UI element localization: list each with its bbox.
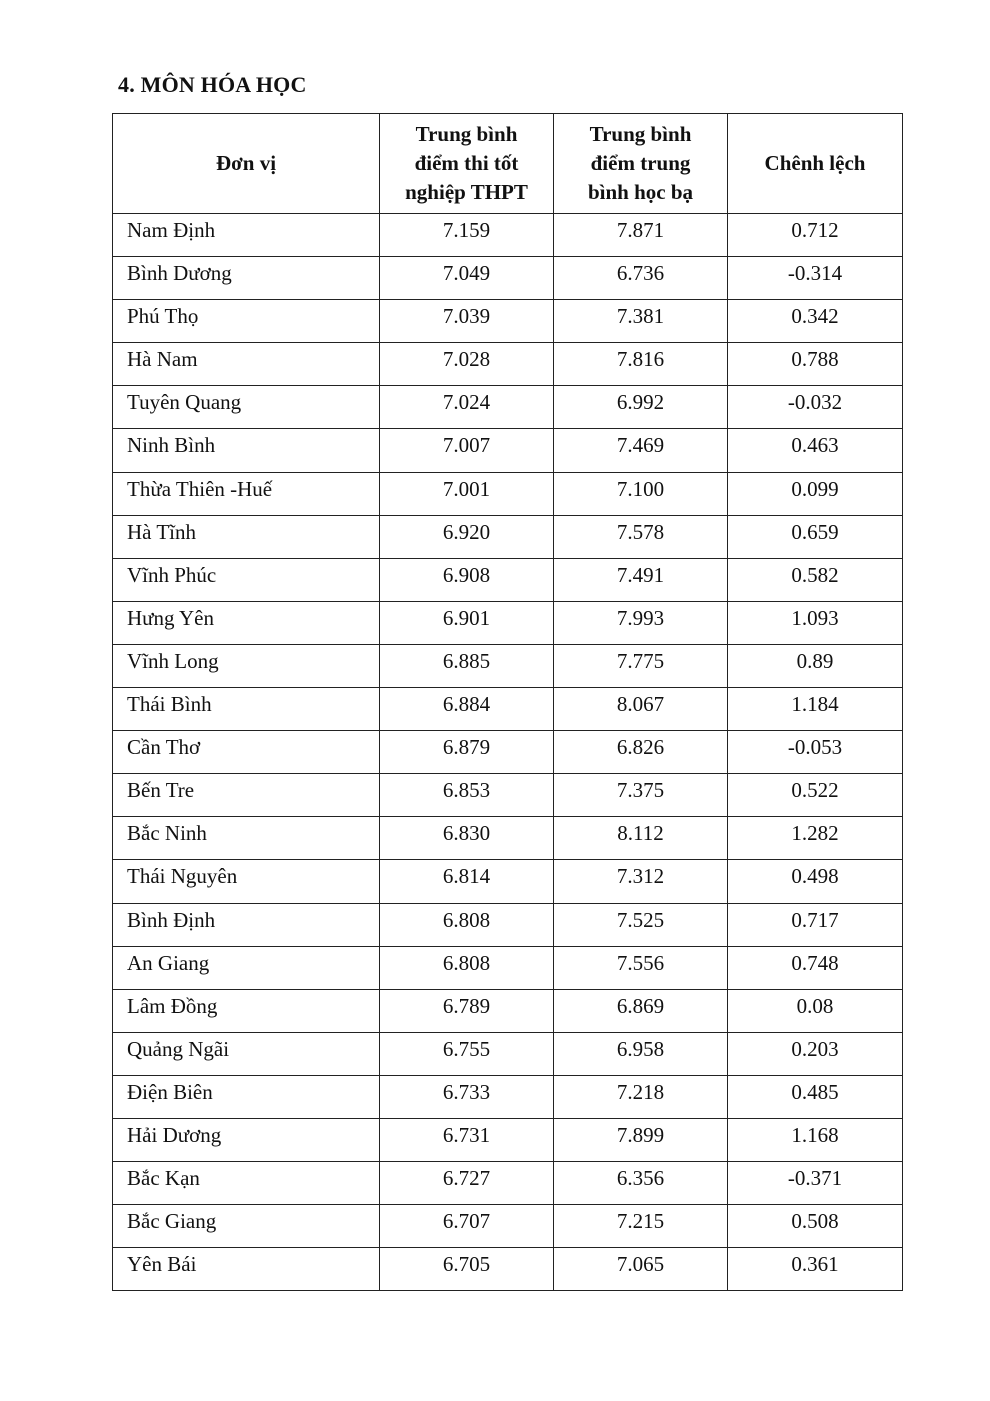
- transcript-avg-cell: 8.112: [554, 817, 728, 860]
- difference-cell: 0.463: [728, 429, 903, 472]
- transcript-avg-cell: 6.826: [554, 731, 728, 774]
- difference-cell: -0.371: [728, 1162, 903, 1205]
- exam-avg-cell: 6.808: [380, 903, 554, 946]
- transcript-avg-cell: 7.491: [554, 558, 728, 601]
- table-row: [113, 1162, 903, 1205]
- transcript-avg-cell: 7.871: [554, 214, 728, 257]
- difference-cell: 1.184: [728, 688, 903, 731]
- exam-avg-cell: 7.039: [380, 300, 554, 343]
- difference-cell: -0.314: [728, 257, 903, 300]
- unit-cell: Tuyên Quang: [113, 386, 380, 429]
- section-title: 4. MÔN HÓA HỌC: [118, 72, 307, 97]
- unit-cell: Nam Định: [113, 214, 380, 257]
- unit-cell: Ninh Bình: [113, 429, 380, 472]
- table-body: [113, 214, 903, 1291]
- table-row: [113, 1118, 903, 1161]
- transcript-avg-cell: 6.958: [554, 1032, 728, 1075]
- transcript-avg-cell: 7.775: [554, 644, 728, 687]
- table-row: [113, 903, 903, 946]
- difference-cell: 0.361: [728, 1248, 903, 1291]
- table-row: [113, 774, 903, 817]
- transcript-avg-cell: 7.556: [554, 946, 728, 989]
- transcript-avg-cell: 7.312: [554, 860, 728, 903]
- transcript-avg-cell: 6.869: [554, 989, 728, 1032]
- exam-avg-cell: 6.731: [380, 1118, 554, 1161]
- unit-cell: Hải Dương: [113, 1118, 380, 1161]
- table-row: [113, 989, 903, 1032]
- exam-avg-cell: 7.028: [380, 343, 554, 386]
- header-row: [113, 114, 903, 214]
- difference-cell: 0.099: [728, 472, 903, 515]
- unit-cell: Bình Định: [113, 903, 380, 946]
- header-unit: Đơn vị: [113, 114, 380, 214]
- exam-avg-cell: 6.885: [380, 644, 554, 687]
- exam-avg-cell: 6.853: [380, 774, 554, 817]
- table-row: [113, 731, 903, 774]
- exam-avg-cell: 6.884: [380, 688, 554, 731]
- difference-cell: 0.342: [728, 300, 903, 343]
- difference-cell: -0.032: [728, 386, 903, 429]
- header-difference: Chênh lệch: [728, 114, 903, 214]
- unit-cell: Thái Nguyên: [113, 860, 380, 903]
- exam-avg-cell: 6.814: [380, 860, 554, 903]
- header-transcript-avg: Trung bình điểm trung bình học bạ: [554, 114, 728, 214]
- table-row: [113, 472, 903, 515]
- transcript-avg-cell: 6.992: [554, 386, 728, 429]
- unit-cell: Hưng Yên: [113, 601, 380, 644]
- unit-cell: Hà Tĩnh: [113, 515, 380, 558]
- exam-avg-cell: 6.789: [380, 989, 554, 1032]
- table-row: [113, 860, 903, 903]
- transcript-avg-cell: 7.525: [554, 903, 728, 946]
- difference-cell: 1.093: [728, 601, 903, 644]
- table-row: [113, 688, 903, 731]
- transcript-avg-cell: 7.065: [554, 1248, 728, 1291]
- unit-cell: Cần Thơ: [113, 731, 380, 774]
- table-row: [113, 1205, 903, 1248]
- difference-cell: 0.08: [728, 989, 903, 1032]
- table-row: [113, 1248, 903, 1291]
- transcript-avg-cell: 7.100: [554, 472, 728, 515]
- header-exam-avg: Trung bình điểm thi tốt nghiệp THPT: [380, 114, 554, 214]
- difference-cell: 0.582: [728, 558, 903, 601]
- table-row: [113, 644, 903, 687]
- exam-avg-cell: 7.049: [380, 257, 554, 300]
- table-row: [113, 515, 903, 558]
- exam-avg-cell: 6.908: [380, 558, 554, 601]
- transcript-avg-cell: 7.375: [554, 774, 728, 817]
- unit-cell: Điện Biên: [113, 1075, 380, 1118]
- table-row: [113, 386, 903, 429]
- difference-cell: 0.203: [728, 1032, 903, 1075]
- exam-avg-cell: 6.755: [380, 1032, 554, 1075]
- unit-cell: Bình Dương: [113, 257, 380, 300]
- exam-avg-cell: 6.705: [380, 1248, 554, 1291]
- difference-cell: 0.717: [728, 903, 903, 946]
- difference-cell: 1.168: [728, 1118, 903, 1161]
- unit-cell: Hà Nam: [113, 343, 380, 386]
- unit-cell: Bến Tre: [113, 774, 380, 817]
- transcript-avg-cell: 7.899: [554, 1118, 728, 1161]
- unit-cell: An Giang: [113, 946, 380, 989]
- table-row: [113, 214, 903, 257]
- exam-avg-cell: 7.024: [380, 386, 554, 429]
- exam-avg-cell: 6.808: [380, 946, 554, 989]
- unit-cell: Bắc Kạn: [113, 1162, 380, 1205]
- difference-cell: 0.508: [728, 1205, 903, 1248]
- exam-avg-cell: 7.001: [380, 472, 554, 515]
- exam-avg-cell: 7.159: [380, 214, 554, 257]
- transcript-avg-cell: 7.469: [554, 429, 728, 472]
- unit-cell: Lâm Đồng: [113, 989, 380, 1032]
- table-row: [113, 1075, 903, 1118]
- exam-avg-cell: 6.727: [380, 1162, 554, 1205]
- transcript-avg-cell: 7.578: [554, 515, 728, 558]
- difference-cell: 0.89: [728, 644, 903, 687]
- exam-avg-cell: 7.007: [380, 429, 554, 472]
- difference-cell: 0.712: [728, 214, 903, 257]
- exam-avg-cell: 6.707: [380, 1205, 554, 1248]
- transcript-avg-cell: 7.816: [554, 343, 728, 386]
- difference-cell: 0.485: [728, 1075, 903, 1118]
- transcript-avg-cell: 8.067: [554, 688, 728, 731]
- exam-avg-cell: 6.920: [380, 515, 554, 558]
- unit-cell: Thừa Thiên -Huế: [113, 472, 380, 515]
- difference-cell: 0.748: [728, 946, 903, 989]
- transcript-avg-cell: 6.356: [554, 1162, 728, 1205]
- unit-cell: Bắc Giang: [113, 1205, 380, 1248]
- exam-avg-cell: 6.901: [380, 601, 554, 644]
- unit-cell: Vĩnh Phúc: [113, 558, 380, 601]
- unit-cell: Yên Bái: [113, 1248, 380, 1291]
- difference-cell: -0.053: [728, 731, 903, 774]
- difference-cell: 0.788: [728, 343, 903, 386]
- table-row: [113, 429, 903, 472]
- difference-cell: 1.282: [728, 817, 903, 860]
- table-header: [113, 114, 903, 214]
- transcript-avg-cell: 7.218: [554, 1075, 728, 1118]
- transcript-avg-cell: 7.215: [554, 1205, 728, 1248]
- table-row: [113, 601, 903, 644]
- unit-cell: Vĩnh Long: [113, 644, 380, 687]
- unit-cell: Thái Bình: [113, 688, 380, 731]
- difference-cell: 0.659: [728, 515, 903, 558]
- unit-cell: Quảng Ngãi: [113, 1032, 380, 1075]
- transcript-avg-cell: 6.736: [554, 257, 728, 300]
- unit-cell: Phú Thọ: [113, 300, 380, 343]
- table-row: [113, 257, 903, 300]
- table-row: [113, 1032, 903, 1075]
- difference-cell: 0.522: [728, 774, 903, 817]
- difference-cell: 0.498: [728, 860, 903, 903]
- table-row: [113, 300, 903, 343]
- table-row: [113, 946, 903, 989]
- exam-avg-cell: 6.733: [380, 1075, 554, 1118]
- exam-avg-cell: 6.879: [380, 731, 554, 774]
- table-row: [113, 817, 903, 860]
- unit-cell: Bắc Ninh: [113, 817, 380, 860]
- table-row: [113, 343, 903, 386]
- table-row: [113, 558, 903, 601]
- exam-avg-cell: 6.830: [380, 817, 554, 860]
- transcript-avg-cell: 7.993: [554, 601, 728, 644]
- chemistry-score-table: [112, 113, 903, 1291]
- transcript-avg-cell: 7.381: [554, 300, 728, 343]
